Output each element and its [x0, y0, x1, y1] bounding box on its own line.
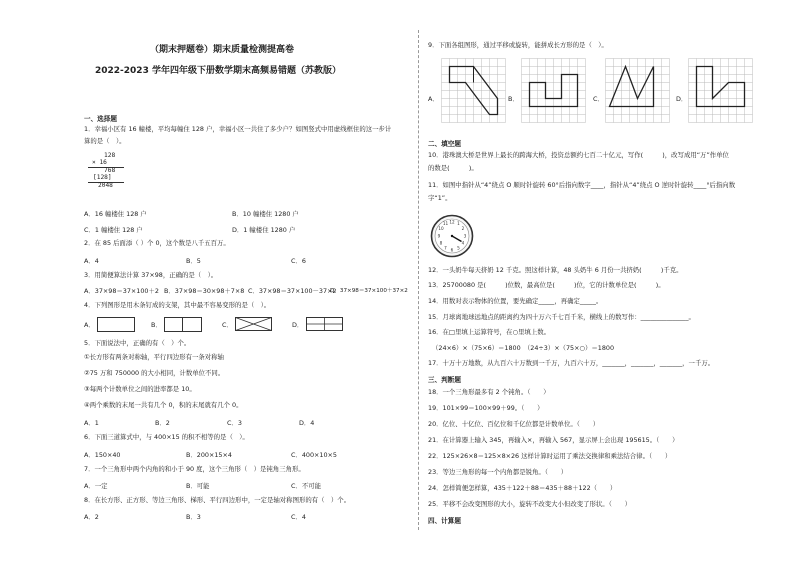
- q5-option-d[interactable]: D．4: [299, 419, 315, 427]
- q5-statement-3: ③每两个计数单位之间的进率都是 10。: [84, 385, 196, 393]
- svg-text:8: 8: [439, 240, 443, 246]
- q1-option-d[interactable]: D．1 幢楼住 1280 户: [232, 226, 296, 234]
- q9-figure-c: [605, 58, 671, 124]
- q7-option-b[interactable]: B．可能: [186, 482, 210, 490]
- q5-statement-2: ②75 万和 750000 的大小相同，计数单位不同。: [84, 369, 225, 377]
- q1-option-b[interactable]: B．10 幢楼住 1280 户: [232, 210, 299, 218]
- calc-row-2: × 16: [92, 159, 107, 166]
- svg-text:3: 3: [463, 233, 467, 239]
- q1-option-a[interactable]: A．16 幢楼住 128 户: [84, 210, 147, 218]
- q20-text: 20．亿位、十亿位、百亿位和千亿位都是计数单位。（ ）: [428, 420, 600, 428]
- q17-text: 17．十万十万地数，从九百六十万数到一千万，九百六十万，_______，_______，_______，一千万。: [428, 359, 715, 367]
- svg-text:5: 5: [457, 245, 460, 251]
- q3-option-b[interactable]: B．37×98＝30×98＋7×8: [164, 287, 245, 295]
- q4-option-c[interactable]: C．: [222, 321, 233, 329]
- q5-option-a[interactable]: A．1: [84, 419, 99, 427]
- q25-text: 25．平移不会改变图形的大小，旋转不改变大小但改变了形状。（ ）: [428, 500, 632, 508]
- q3-option-d[interactable]: D．37×98＝37×100＋37×2: [330, 288, 408, 294]
- header-title-1: （期末押题卷）期末质量检测提高卷: [150, 45, 295, 55]
- q15-text: 15．月球离地球远地点的距离约为四十万六千七百千米，横线上的数写作：_______________。: [428, 313, 695, 321]
- q7-option-a[interactable]: A．一定: [84, 482, 108, 490]
- q3-text: 3．用简便算法计算 37×98，正确的是（ ）。: [84, 271, 218, 279]
- section-choice: 一、选择题: [84, 115, 117, 123]
- q4-option-d[interactable]: D．: [292, 321, 304, 329]
- q23-text: 23．等边三角形的每一个内角都是锐角。（ ）: [428, 468, 568, 476]
- svg-text:2: 2: [461, 226, 465, 231]
- q9-figure-a: [441, 58, 507, 124]
- calc-row-4-boxed: [128]: [93, 174, 112, 181]
- svg-text:1: 1: [457, 221, 460, 227]
- section-true-false: 三、判断题: [428, 376, 461, 384]
- q11-text-b: 字“1”。: [428, 194, 452, 202]
- q9-text: 9．下面各组图形，通过平移或旋转，能拼成长方形的是（ ）。: [428, 41, 608, 49]
- svg-text:6: 6: [450, 247, 454, 253]
- q19-text: 19．101×99＝100×99＋99。（ ）: [428, 404, 544, 412]
- q14-text: 14．用数对表示物体的位置，要先确定_____，再确定_____。: [428, 297, 603, 305]
- q1-option-c[interactable]: C．1 幢楼住 128 户: [84, 226, 143, 234]
- q9-option-b[interactable]: B．: [508, 95, 519, 103]
- q2-option-c[interactable]: C．6: [291, 257, 306, 265]
- svg-text:11: 11: [442, 221, 449, 227]
- frame-grid-icon: [306, 317, 344, 332]
- q9-option-a[interactable]: A．: [428, 95, 439, 103]
- q8-option-b[interactable]: B．3: [186, 513, 201, 521]
- q6-option-a[interactable]: A．150×40: [84, 451, 121, 459]
- q3-option-a[interactable]: A．37×98＝37×100＋2: [84, 287, 159, 295]
- q9-option-d[interactable]: D．: [676, 95, 688, 103]
- q10-text-b: 的数是( )。: [428, 164, 478, 172]
- header-title-2: 2022-2023 学年四年级下册数学期末高频易错题（苏教版）: [95, 66, 341, 76]
- section-fill-blank: 二、填空题: [428, 140, 461, 148]
- q10-text-a: 10．港珠澳大桥是世界上最长的跨海大桥，投资总额约七百二十亿元，写作( )，改写成用“万”作单位: [428, 151, 729, 159]
- section-calculation: 四、计算题: [428, 517, 461, 525]
- svg-text:10: 10: [438, 226, 444, 231]
- q16-text-a: 16．在□里填上运算符号，在○里填上数。: [428, 328, 550, 336]
- q3-option-c[interactable]: C．37×98＝37×100－37×2: [248, 287, 337, 295]
- svg-text:12: 12: [449, 219, 455, 225]
- q8-option-a[interactable]: A．2: [84, 513, 99, 521]
- q8-option-c[interactable]: C．4: [291, 513, 306, 521]
- q4-option-a[interactable]: A．: [84, 321, 95, 329]
- q6-text: 6．下面三道算式中，与 400×15 的积不相等的是（ ）。: [84, 433, 249, 441]
- q9-figure-d: [688, 58, 754, 124]
- q22-text: 22．125×26×8＝125×8×26 这样计算时运用了乘法交换律和乘法结合律。（ ）: [428, 452, 672, 460]
- q18-text: 18．一个三角形最多有 2 个钝角。（ ）: [428, 388, 550, 396]
- q13-text: 13．25700080 是( )位数，最高位是( )位，它的计数单位是( )。: [428, 281, 665, 289]
- q1-text-b: 算的是（ ）。: [84, 137, 126, 145]
- q6-option-c[interactable]: C．400×10×5: [291, 451, 337, 459]
- svg-text:7: 7: [444, 245, 447, 251]
- q6-option-b[interactable]: B．200×15×4: [186, 451, 232, 459]
- q9-option-c[interactable]: C．: [593, 95, 604, 103]
- svg-text:4: 4: [461, 240, 465, 246]
- q4-text: 4．下列图形是用木条钉成的支架，其中最不容易变形的是（ ）。: [84, 301, 271, 309]
- q2-text: 2．在 85 后面添（ ）个 0，这个数是八千五百万。: [84, 239, 230, 247]
- calc-row-1: 128: [104, 152, 116, 159]
- q5-option-c[interactable]: C．3: [227, 419, 242, 427]
- calc-row-5: 2048: [98, 182, 113, 189]
- clock-icon: [430, 214, 474, 258]
- q7-option-c[interactable]: C．不可能: [291, 482, 322, 490]
- q16-text-b: （24×6）×（75×6）＝1800 （24÷3）×（75×○）＝1800: [432, 344, 615, 352]
- q5-option-b[interactable]: B．2: [155, 419, 170, 427]
- q9-figure-b: [521, 58, 587, 124]
- frame-two-panel-icon: [164, 317, 202, 332]
- calc-row-3: 768: [104, 167, 116, 174]
- q2-option-b[interactable]: B．5: [186, 257, 201, 265]
- q2-option-a[interactable]: A．4: [84, 257, 99, 265]
- svg-text:9: 9: [437, 233, 441, 239]
- q21-text: 21．在计算器上输入 345，再输入×，再输入 567，显示屏上会出现 195615。（ ）: [428, 436, 679, 444]
- q7-text: 7．一个三角形中两个内角的和小于 90 度，这个三角形（ ）是钝角三角形。: [84, 465, 305, 473]
- q5-statement-1: ①长方形有两条对称轴，平行四边形有一条对称轴: [84, 353, 224, 361]
- q24-text: 24．怎样简便怎样算，435＋122＋88＝435＋88＋122（ ）: [428, 484, 617, 492]
- q11-text-a: 11．如图中指针从“4”绕点 O 顺时针旋转 60°后指向数字____，指针从“4”绕点 O 逆时针旋转____°后指向数: [428, 181, 736, 189]
- q1-text-a: 1．幸福小区有 16 幢楼，平均每幢住 128 户，幸福小区一共住了多少户？如图竖式中用虚线框住的这一步计: [84, 125, 392, 133]
- q4-option-b[interactable]: B．: [151, 321, 162, 329]
- q8-text: 8．在长方形、正方形、等边三角形、梯形、平行四边形中，一定是轴对称图形的有（ ）个。: [84, 496, 351, 504]
- q5-text: 5．下面说法中，正确的有（ ）个。: [84, 339, 191, 347]
- column-divider: [418, 30, 419, 530]
- q12-text: 12．一头奶牛每天挤奶 12 千克。照这样计算，48 头奶牛 6 月份一共挤奶( )千克。: [428, 266, 683, 274]
- q5-statement-4: ④两个乘数的末尾一共有几个 0，积的末尾就有几个 0。: [84, 401, 243, 409]
- frame-cross-brace-icon: [235, 317, 273, 332]
- frame-rectangle-icon: [97, 317, 135, 332]
